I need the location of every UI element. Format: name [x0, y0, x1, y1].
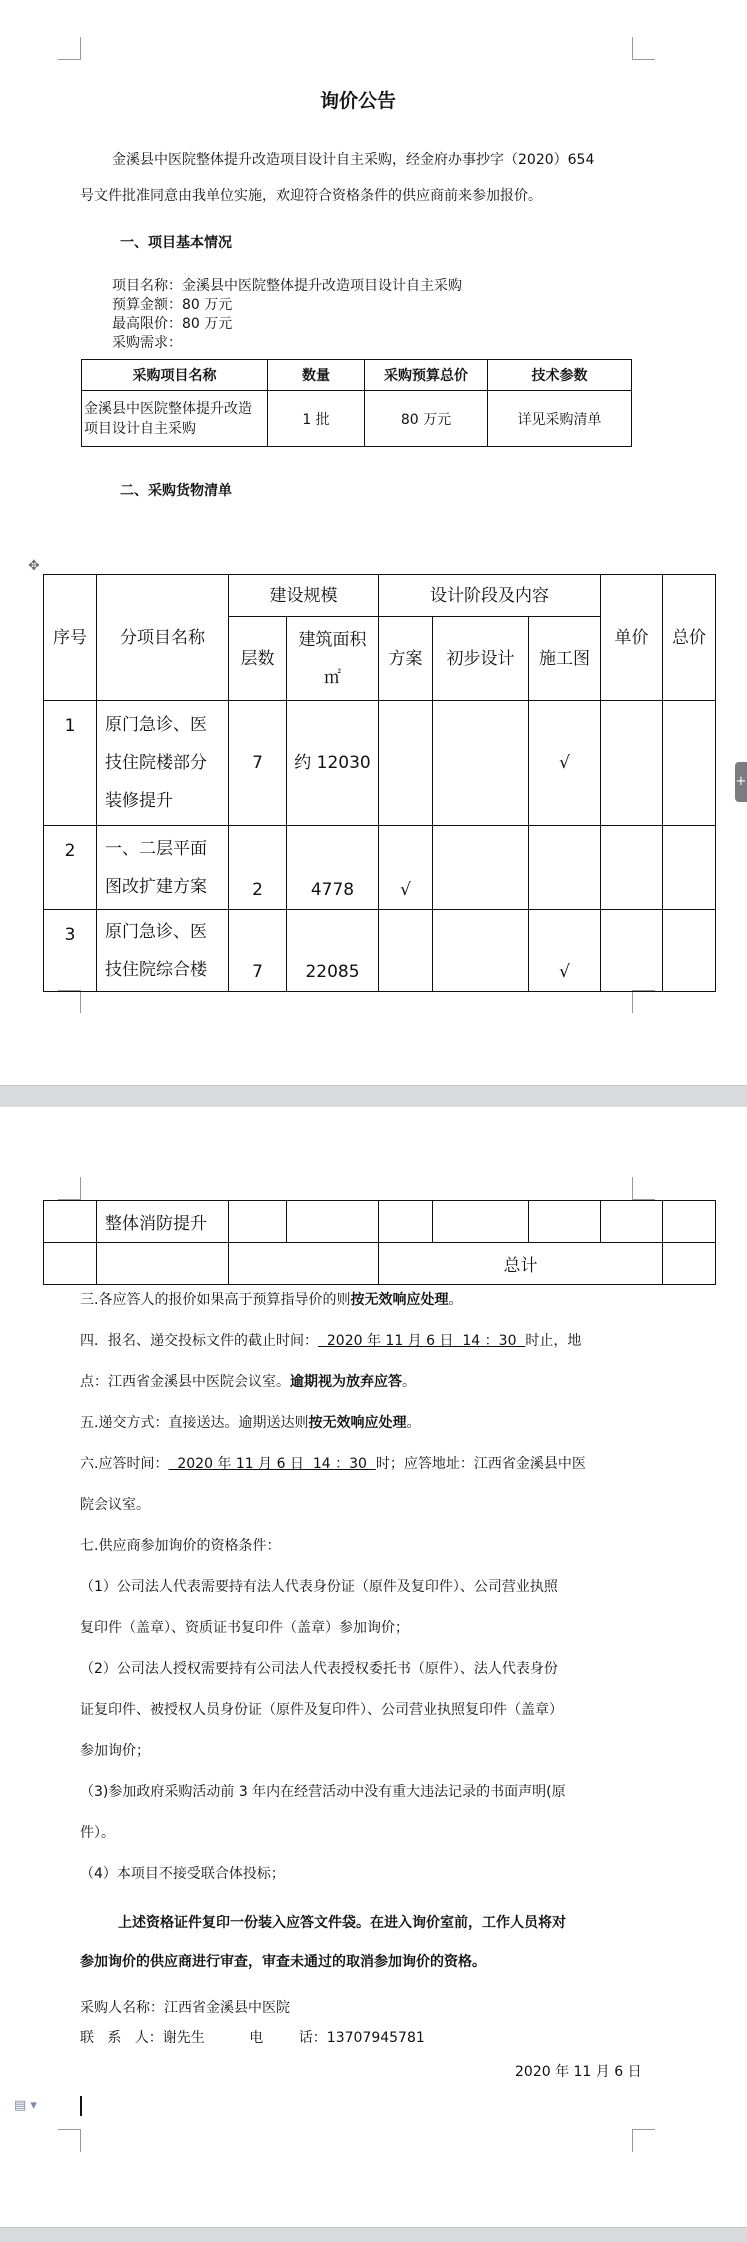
item-6-text: 六.应答时间： — [80, 1456, 169, 1472]
cell-scheme: √ — [379, 826, 433, 910]
document-icon[interactable]: ▤ ▾ — [14, 2098, 37, 2113]
cell-sub-project — [97, 701, 229, 826]
sub-project-line: 技住院综合楼 — [105, 959, 207, 980]
cell-total-price — [663, 1201, 716, 1243]
cell-construct: √ — [529, 701, 601, 826]
header-quantity: 数量 — [268, 360, 365, 391]
table-row — [82, 391, 632, 447]
sub-project-line: 原门急诊、医 — [105, 921, 207, 942]
cell-unit-price — [601, 701, 663, 826]
item-7: 七.供应商参加询价的资格条件： — [80, 1538, 281, 1554]
item-3-text: 三.各应答人的报价如果高于预算指导价的则 — [80, 1292, 351, 1308]
qualification-1-line-1: （1）公司法人代表需要持有法人代表身份证（原件及复印件）、公司营业执照 — [80, 1579, 558, 1595]
item-4-deadline: 2020 年 11 月 6 日 14 ：30 — [318, 1333, 526, 1349]
section-1-heading: 一、项目基本情况 — [120, 235, 232, 251]
crop-mark — [58, 37, 81, 60]
header-scheme: 方案 — [379, 617, 433, 701]
cell-scheme — [379, 701, 433, 826]
text-cursor — [80, 2096, 82, 2116]
crop-mark — [58, 990, 81, 1013]
basic-info-table — [81, 359, 632, 447]
cell-sub-project — [97, 826, 229, 910]
cell-sub-project: 整体消防提升 — [97, 1201, 229, 1243]
table-header-row — [44, 575, 716, 617]
expand-tab-icon[interactable]: + — [735, 762, 747, 802]
item-5-text: 五.递交方式：直接送达。逾期送达则 — [80, 1415, 309, 1431]
cell-floors: 7 — [229, 910, 287, 992]
sub-project-line: 原门急诊、医 — [105, 715, 207, 735]
header-seq: 序号 — [44, 575, 97, 701]
sub-project-line: 一、二层平面 — [105, 838, 207, 859]
header-unit-price: 单价 — [601, 575, 663, 701]
item-4-end: 。 — [402, 1374, 416, 1390]
table-header-row — [82, 360, 632, 391]
header-prelim: 初步设计 — [433, 617, 529, 701]
cell-floors: 7 — [229, 701, 287, 826]
item-5-end: 。 — [406, 1415, 421, 1431]
header-area — [287, 617, 379, 701]
requirements-label: 采购需求： — [112, 335, 182, 351]
table-row — [44, 826, 716, 910]
cell-prelim — [433, 910, 529, 992]
cell-total-value — [663, 1243, 716, 1285]
cell-scheme — [379, 910, 433, 992]
page-1 — [0, 0, 747, 1085]
cell-floors — [229, 1201, 287, 1243]
qualification-3-line-1: （3)参加政府采购活动前 3 年内在经营活动中没有重大违法记录的书面声明(原 — [80, 1784, 566, 1800]
cell-prelim — [433, 826, 529, 910]
cell-total-price — [663, 701, 716, 826]
document-title: 询价公告 — [320, 90, 397, 112]
item-5-emphasis: 按无效响应处理 — [308, 1415, 407, 1431]
crop-mark — [632, 990, 655, 1013]
crop-mark — [632, 37, 655, 60]
qualification-2-line-3: 参加询价； — [80, 1743, 150, 1759]
sub-project-line: 图改扩建方案 — [105, 876, 207, 897]
cell-empty — [97, 1243, 229, 1285]
sub-project-line: 装修提升 — [105, 791, 173, 811]
cell-tech-params: 详见采购清单 — [488, 391, 632, 447]
note-line-1: 上述资格证件复印一份装入应答文件袋。在进入询价室前，工作人员将对 — [118, 1915, 566, 1931]
sub-project-line: 技住院楼部分 — [105, 753, 207, 773]
contact-line: 联 系 人：谢先生 电 话：13707945781 — [80, 2030, 425, 2046]
budget-amount: 预算金额：80 万元 — [112, 297, 233, 313]
item-6-time: 2020 年 11 月 6 日 14 ：30 — [168, 1456, 376, 1472]
item-6-line-1 — [80, 1454, 586, 1474]
crop-mark — [632, 2129, 655, 2152]
page-2 — [0, 1107, 747, 2227]
item-3-end: 。 — [448, 1292, 463, 1308]
cell-scheme — [379, 1201, 433, 1243]
item-6-text-b: 时；应答地址：江西省金溪县中医 — [375, 1456, 586, 1472]
total-label: 总计 — [379, 1243, 663, 1285]
cell-area: 约 12030 — [287, 701, 379, 826]
cell-prelim — [433, 1201, 529, 1243]
cell-construct: √ — [529, 910, 601, 992]
header-floors: 层数 — [229, 617, 287, 701]
section-2-heading: 二、采购货物清单 — [120, 483, 232, 499]
header-total-price: 总价 — [663, 575, 716, 701]
cell-seq: 3 — [44, 910, 97, 992]
item-3-emphasis: 按无效响应处理 — [350, 1292, 449, 1308]
header-design: 设计阶段及内容 — [379, 575, 601, 617]
item-4-line-1 — [80, 1331, 581, 1351]
page-separator — [0, 2227, 747, 2242]
move-icon[interactable]: ✥ — [28, 558, 40, 574]
item-5 — [80, 1413, 420, 1433]
intro-line-2: 号文件批准同意由我单位实施，欢迎符合资格条件的供应商前来参加报价。 — [80, 188, 542, 204]
table-total-row — [44, 1243, 716, 1285]
header-area-label: 建筑面积 — [298, 629, 367, 650]
intro-line-1: 金溪县中医院整体提升改造项目设计自主采购，经金府办事抄字（2020）654 — [112, 152, 595, 168]
item-4-text: 四．报名、递交投标文件的截止时间： — [80, 1333, 318, 1349]
cell-empty — [44, 1243, 97, 1285]
cell-area: 22085 — [287, 910, 379, 992]
cell-construct — [529, 1201, 601, 1243]
cell-sub-project — [97, 910, 229, 992]
header-budget-total: 采购预算总价 — [365, 360, 488, 391]
qualification-4: （4）本项目不接受联合体投标； — [80, 1866, 285, 1882]
cell-item-name: 金溪县中医院整体提升改造项目设计自主采购 — [82, 391, 268, 447]
cell-seq — [44, 1201, 97, 1243]
header-area-unit: ㎡ — [324, 667, 341, 688]
item-6-line-2: 院会议室。 — [80, 1497, 150, 1513]
item-4-line-2 — [80, 1372, 416, 1392]
cell-prelim — [433, 701, 529, 826]
purchaser-name: 采购人名称：江西省金溪县中医院 — [80, 2000, 290, 2016]
project-name: 项目名称：金溪县中医院整体提升改造项目设计自主采购 — [112, 278, 462, 294]
qualification-1-line-2: 复印件（盖章）、资质证书复印件（盖章）参加询价； — [80, 1620, 409, 1636]
note-line-2: 参加询价的供应商进行审查，审查未通过的取消参加询价的资格。 — [80, 1954, 486, 1970]
cell-unit-price — [601, 910, 663, 992]
cell-unit-price — [601, 826, 663, 910]
max-price: 最高限价：80 万元 — [112, 316, 233, 332]
header-construct: 施工图 — [529, 617, 601, 701]
cell-floors: 2 — [229, 826, 287, 910]
cell-area: 4778 — [287, 826, 379, 910]
header-scale: 建设规模 — [229, 575, 379, 617]
table-row — [44, 910, 716, 992]
cell-seq: 2 — [44, 826, 97, 910]
item-4-emphasis: 逾期视为放弃应答 — [290, 1374, 402, 1390]
crop-mark — [632, 1177, 655, 1200]
cell-quantity: 1 批 — [268, 391, 365, 447]
cell-empty — [229, 1243, 379, 1285]
table-row — [44, 701, 716, 826]
goods-table — [43, 574, 716, 992]
cell-construct — [529, 826, 601, 910]
qualification-3-line-2: 件）。 — [80, 1825, 115, 1841]
header-sub-project: 分项目名称 — [97, 575, 229, 701]
cell-total-price — [663, 910, 716, 992]
item-4-text-b: 时止，地 — [525, 1333, 582, 1349]
table-row — [44, 1201, 716, 1243]
cell-seq: 1 — [44, 701, 97, 826]
item-4-location: 点：江西省金溪县中医院会议室。 — [80, 1374, 290, 1390]
crop-mark — [58, 2129, 81, 2152]
crop-mark — [58, 1177, 81, 1200]
signature-date: 2020 年 11 月 6 日 — [515, 2064, 642, 2080]
page-separator — [0, 1085, 747, 1109]
header-item-name: 采购项目名称 — [82, 360, 268, 391]
cell-unit-price — [601, 1201, 663, 1243]
cell-budget-total: 80 万元 — [365, 391, 488, 447]
goods-table-continued — [43, 1200, 716, 1285]
cell-area — [287, 1201, 379, 1243]
qualification-2-line-2: 证复印件、被授权人员身份证（原件及复印件）、公司营业执照复印件（盖章） — [80, 1702, 563, 1718]
header-tech-params: 技术参数 — [488, 360, 632, 391]
qualification-2-line-1: （2）公司法人授权需要持有公司法人代表授权委托书（原件）、法人代表身份 — [80, 1661, 558, 1677]
cell-total-price — [663, 826, 716, 910]
item-3 — [80, 1290, 462, 1310]
